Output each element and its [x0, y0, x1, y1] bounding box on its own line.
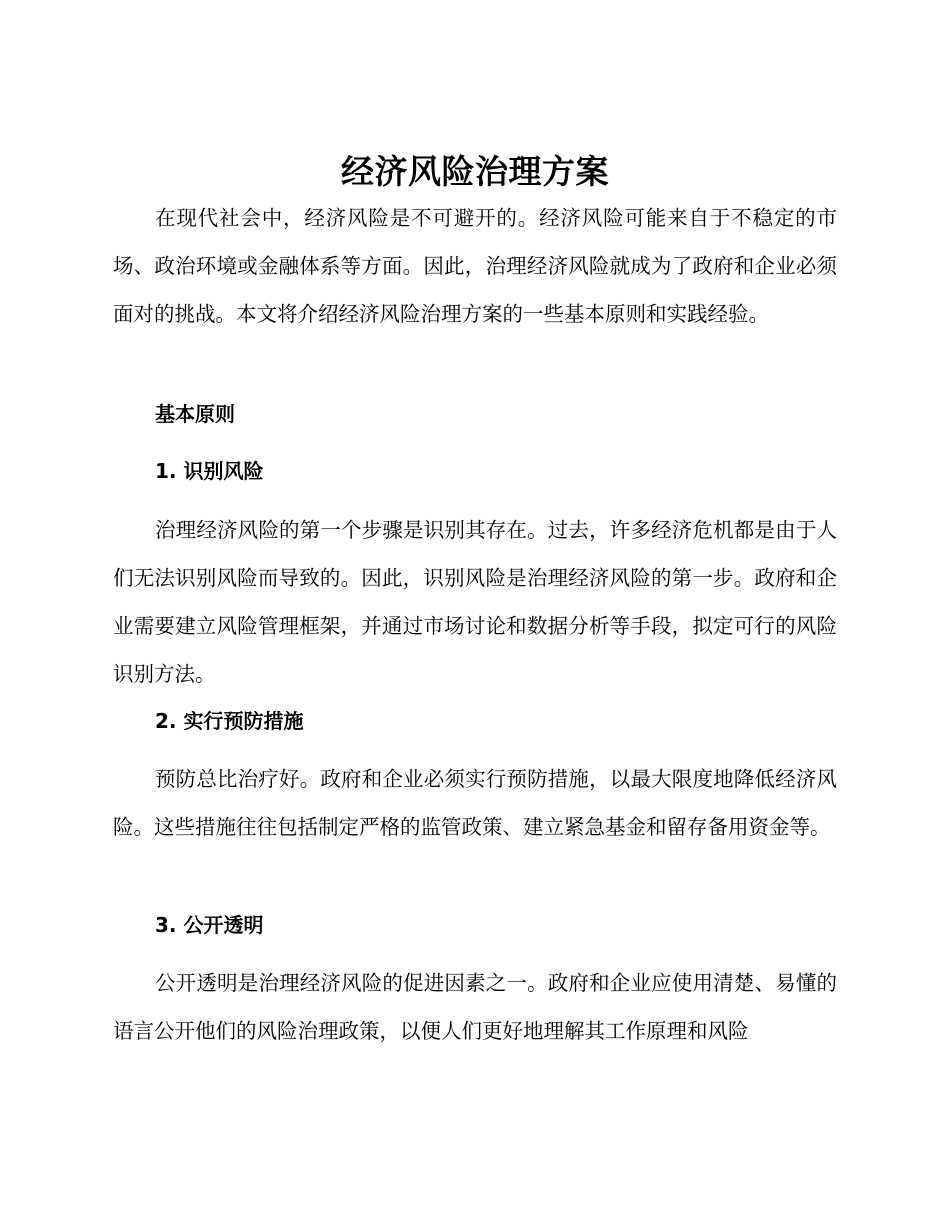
section-2-heading: 2. 实行预防措施 — [155, 709, 304, 733]
section-3-heading: 3. 公开透明 — [155, 913, 264, 937]
intro-paragraph: 在现代社会中，经济风险是不可避开的。经济风险可能来自于不稳定的市场、政治环境或金融体系等方面。因此，治理经济风险就成为了政府和企业必须面对的挑战。本文将介绍经济风险治理方案的一些基本原则和实践经验。 — [113, 206, 837, 326]
document-title: 经济风险治理方案 — [341, 152, 609, 191]
principles-heading: 基本原则 — [155, 402, 235, 426]
section-3-body: 公开透明是治理经济风险的促进因素之一。政府和企业应使用清楚、易懂的语言公开他们的风险治理政策，以便人们更好地理解其工作原理和风险 — [113, 971, 837, 1043]
section-2-body: 预防总比治疗好。政府和企业必须实行预防措施，以最大限度地降低经济风险。这些措施往往包括制定严格的监管政策、建立紧急基金和留存备用资金等。 — [113, 767, 837, 839]
section-1-body: 治理经济风险的第一个步骤是识别其存在。过去，许多经济危机都是由于人们无法识别风险而导致的。因此，识别风险是治理经济风险的第一步。政府和企业需要建立风险管理框架，并通过市场讨论和数据分析等手段，拟定可行的风险识别方法。 — [113, 518, 837, 686]
section-1-heading: 1. 识别风险 — [155, 459, 264, 483]
